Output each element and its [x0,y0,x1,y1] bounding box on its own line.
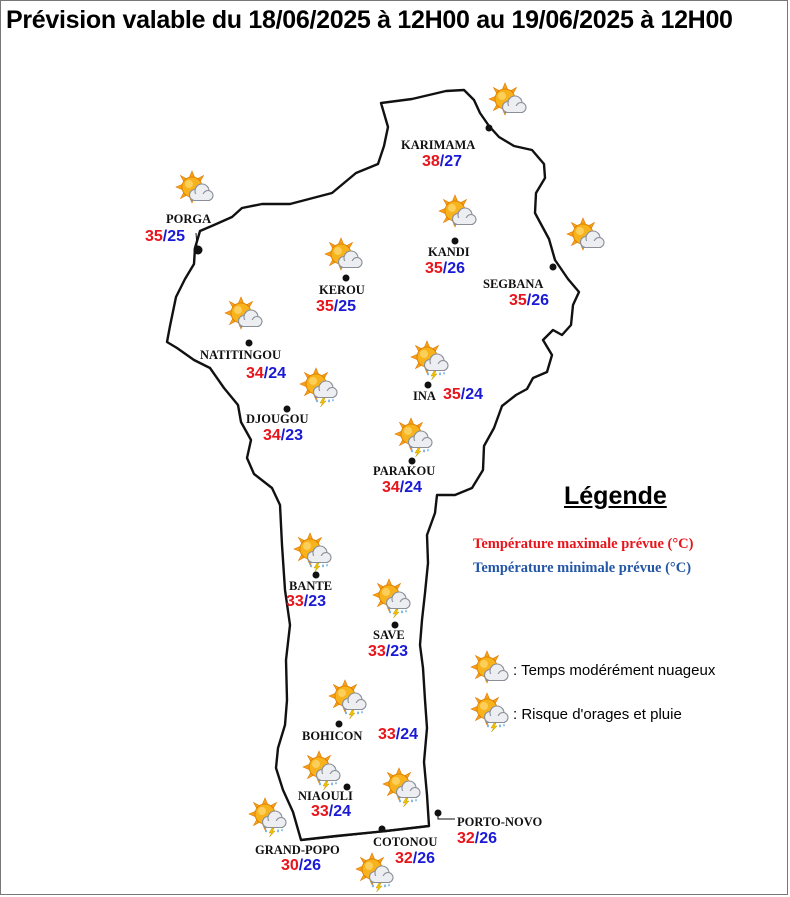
legend-partly-cloudy-icon [471,651,508,683]
temp-min: 26 [531,292,550,309]
station-temps: 34/24 [382,479,423,496]
station-temps: 32/26 [395,850,436,867]
station-marker-kerou [343,275,350,282]
legend-max-label: Température maximale prévue (°C) [473,536,694,552]
station-name: INA [413,389,436,403]
station-name: PORGA [166,212,212,226]
temp-max: 35 [509,292,527,309]
partly-cloudy-icon [489,83,526,115]
partly-cloudy-icon [439,195,476,227]
station-temps: 33/23 [286,593,327,610]
station-temps: 33/24 [378,726,419,743]
station-temps: 35/25 [145,228,186,245]
station-name: NATITINGOU [200,348,282,362]
temp-min: 24 [465,386,484,403]
temp-min: 23 [308,593,327,610]
station-name: BOHICON [302,729,363,743]
temp-min: 26 [303,857,322,874]
station-name: BANTE [289,579,333,593]
temp-max: 30 [281,857,299,874]
legend-partly-cloudy-label: : Temps modérément nuageux [513,662,716,679]
temp-max: 33 [311,803,329,820]
station-name: PORTO-NOVO [457,815,543,829]
temp-max: 35 [316,298,334,315]
temp-min: 25 [167,228,186,245]
partly-cloudy-icon [176,171,213,203]
station-name: GRAND-POPO [255,843,340,857]
temp-max: 35 [145,228,163,245]
station-marker-ina [425,382,432,389]
temp-min: 27 [444,153,463,170]
station-temps: 34/24 [246,365,287,382]
station-name: KANDI [428,245,470,259]
station-temps: 35/24 [443,386,484,403]
temp-min: 25 [338,298,357,315]
temp-max: 35 [443,386,461,403]
temp-max: 33 [378,726,396,743]
station-temps: 38/27 [422,153,463,170]
forecast-title: Prévision valable du 18/06/2025 à 12H00 au 19/06/2025 à 12H00 [6,6,733,34]
storm-rain-icon [303,751,340,790]
storm-rain-icon [411,341,448,380]
temp-min: 26 [417,850,436,867]
partly-cloudy-icon [567,218,604,250]
station-temps: 35/26 [509,292,550,309]
temp-max: 32 [395,850,413,867]
temp-min: 24 [268,365,287,382]
storm-rain-icon [383,768,420,807]
temp-min: 24 [400,726,419,743]
station-temps: 30/26 [281,857,322,874]
temp-min: 23 [390,643,409,660]
station-temps: 35/26 [425,260,466,277]
station-marker-segbana [550,264,557,271]
temp-max: 33 [286,593,304,610]
station-name: PARAKOU [373,464,436,478]
storm-rain-icon [300,368,337,407]
station-name: DJOUGOU [246,412,309,426]
station-marker-bohicon [336,721,343,728]
station-marker-bante [313,572,320,579]
storm-rain-icon [329,680,366,719]
station-temps: 35/25 [316,298,357,315]
temp-min: 24 [404,479,423,496]
station-name: KARIMAMA [401,138,476,152]
station-temps: 34/23 [263,427,304,444]
station-marker-karimama [486,125,493,132]
legend-storm-rain-label: : Risque d'orages et pluie [513,706,682,723]
temp-min: 26 [447,260,466,277]
station-name: NIAOULI [298,789,353,803]
temp-max: 35 [425,260,443,277]
station-name: SEGBANA [483,277,544,291]
temp-max: 34 [382,479,400,496]
station-temps: 33/23 [368,643,409,660]
station-marker-natitingou [246,340,253,347]
storm-rain-icon [373,579,410,618]
station-marker-kandi [452,238,459,245]
temp-max: 34 [246,365,264,382]
storm-rain-icon [294,533,331,572]
station-name: SAVE [373,628,405,642]
station-temps: 32/26 [457,830,498,847]
station-marker-porga [194,246,203,255]
temp-max: 38 [422,153,440,170]
temp-max: 32 [457,830,475,847]
station-name: COTONOU [373,835,438,849]
station-marker-cotonou [379,826,386,833]
storm-rain-icon [395,418,432,457]
temp-min: 26 [479,830,498,847]
storm-rain-icon [249,798,286,837]
temp-max: 34 [263,427,281,444]
partly-cloudy-icon [325,238,362,270]
temp-min: 23 [285,427,304,444]
legend-min-label: Température minimale prévue (°C) [473,560,692,576]
station-name: KEROU [319,283,365,297]
partly-cloudy-icon [225,297,262,329]
legend-storm-rain-icon [471,693,508,732]
temp-max: 33 [368,643,386,660]
legend-title: Légende [564,482,667,510]
temp-min: 24 [333,803,352,820]
station-temps: 33/24 [311,803,352,820]
storm-rain-icon [356,853,393,892]
